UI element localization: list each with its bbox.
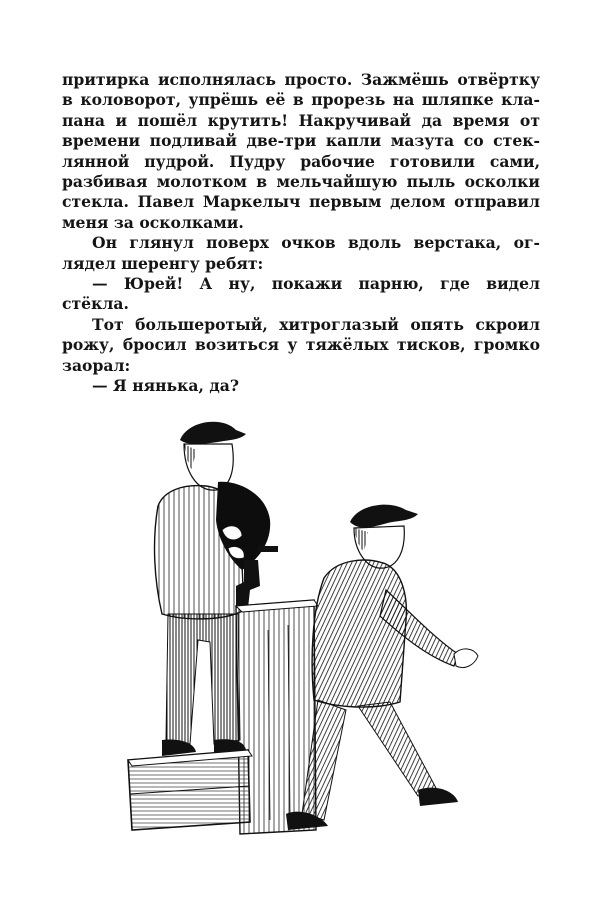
text-line: заорал: [62,355,131,375]
paragraph-2 [62,233,540,274]
text-line: разбивая молотком в мельчайшую пыль осколки [62,172,540,192]
text-line: в коловорот, упрёшь её в прорезь на шляпке кла- [62,90,540,110]
text-line: лядел шеренгу ребят: [62,253,264,273]
text-line: меня за осколками. [62,212,244,232]
paragraph-5 [62,376,540,396]
text-block [62,70,540,397]
text-line: — Я нянька, да? [92,376,239,396]
wooden-crate [128,750,252,830]
paragraph-4 [62,315,540,376]
text-line: стекла. Павел Маркелыч первым делом отправил [62,192,540,212]
ink-drawing-two-boys-workbench-icon [118,410,488,850]
right-boy-figure [286,505,478,830]
text-line: Он глянул поверх очков вдоль верстака, ог- [92,233,540,253]
text-line: рожу, бросил возиться у тяжёлых тисков, громко [62,335,540,355]
paragraph-3 [62,274,540,315]
text-line: лянной пудрой. Пудру рабочие готовили сами, [62,151,540,171]
text-line: стёкла. [62,294,129,314]
paragraph-1 [62,70,540,233]
text-line: пана и пошёл крутить! Накручивай да время от [62,110,540,130]
text-line: времени подливай две-три капли мазута со стек- [62,131,540,151]
text-line: притирка исполнялась просто. Зажмёшь отвёртку [62,70,540,89]
text-line: Тот большеротый, хитроглазый опять скроил [92,314,540,334]
text-line: — Юрей! А ну, покажи парню, где видел [92,274,540,294]
